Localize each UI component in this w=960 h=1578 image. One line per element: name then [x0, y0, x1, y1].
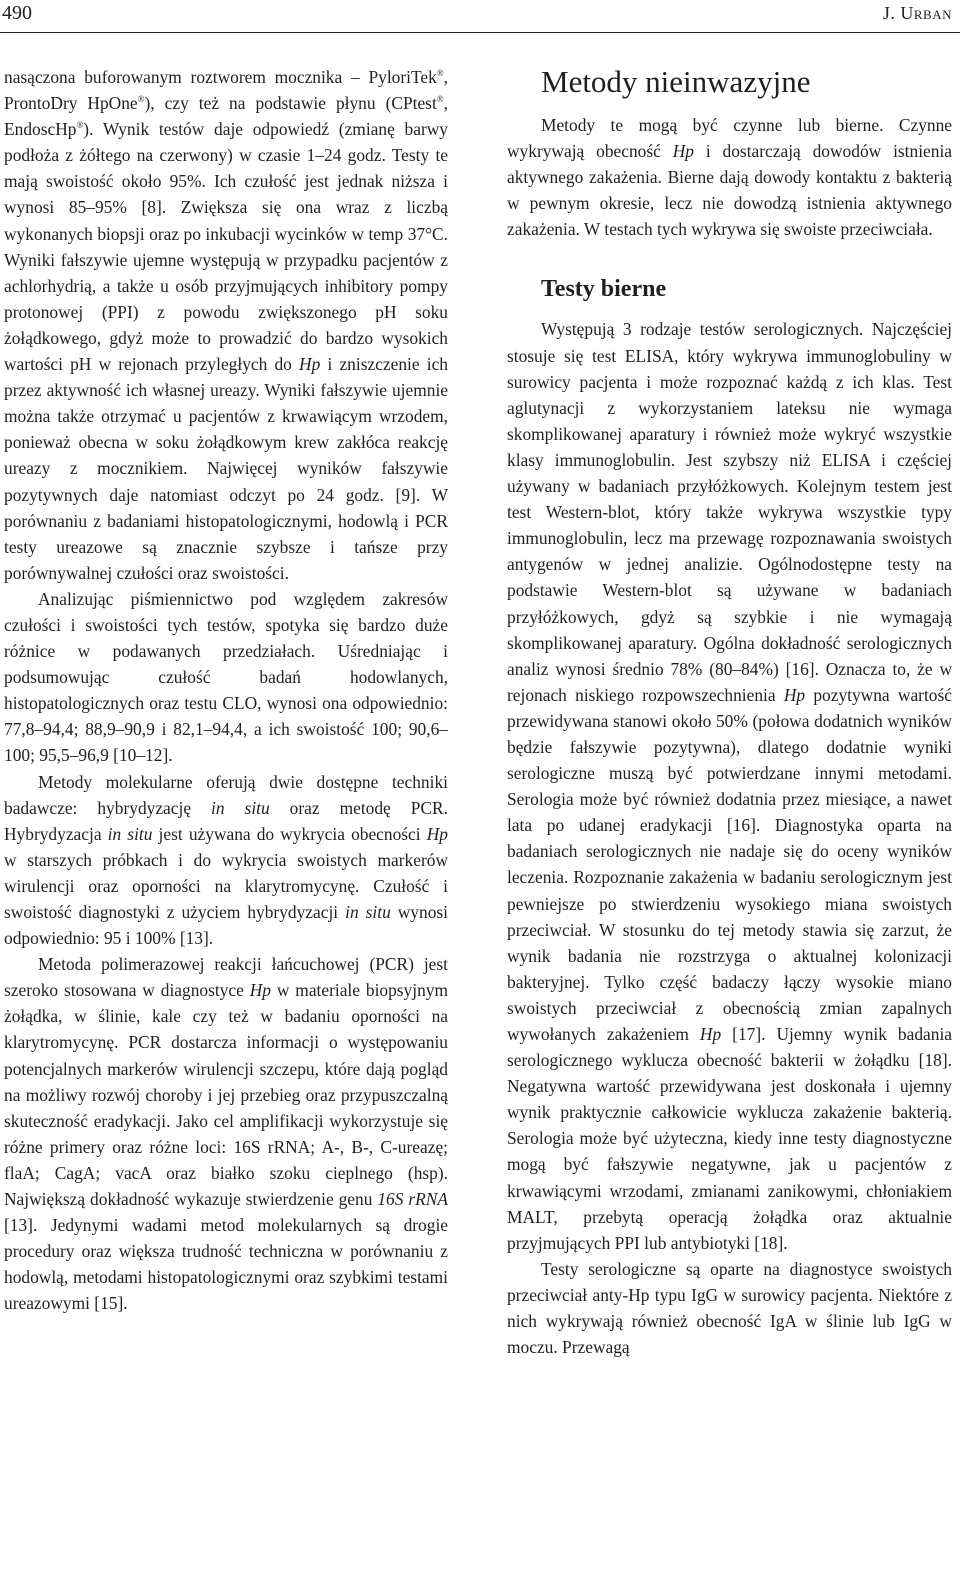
header-rule	[0, 32, 960, 33]
paragraph: Metody te mogą być czynne lub bierne. Czynne wykrywają obecność Hp i dostarczają dowodów istnienia aktywnego zakażenia. Bierne dają dowody kontaktu z bakterią w pewnym okresie, lecz nie dowodzą istnienia aktywnego zakażenia. W testach tych wykrywa się swoiste przeciwciała.	[507, 115, 952, 240]
page-number: 490	[2, 2, 32, 24]
paragraph: Testy serologiczne są oparte na diagnostyce swoistych przeciwciał anty-Hp typu IgG w surowicy pacjenta. Niektóre z nich wykrywają również obecność IgA w ślinie lub IgG w moczu. Przewagą	[507, 1258, 952, 1358]
paragraph: Metoda polimerazowej reakcji łańcuchowej (PCR) jest szeroko stosowana w diagnostyce Hp w materiale biopsyjnym żołądka, w ślinie, kale czy też w badaniu oporności na klarytromycynę. PCR dostarcza informacji o występowaniu potencjalnych markerów wirulencji szczepu, które dają pogląd na możliwy rozwój choroby i jej przebieg oraz przypuszczalną skuteczność eradykacji. Jako cel amplifikacji wykorzystuje się różne primery oraz różne loci: 16S rRNA; A-, B-, C-ureazę; flaA; CagA; vacA oraz białko szoku cieplnego (hsp). Największą dokładność wykazuje stwierdzenie genu 16S rRNA [13]. Jedynymi wadami metod molekularnych są drogie procedury oraz większa trudność techniczna w porównaniu z hodowlą, metodami histopatologicznymi oraz szybkimi testami ureazowymi [15].	[4, 954, 449, 1314]
paragraph: Metody molekularne oferują dwie dostępne techniki badawcze: hybrydyzację in situ oraz metodę PCR. Hybrydyzacja in situ jest używana do wykrycia obecności Hp w starszych próbkach i do wykrycia swoistych markerów wirulencji oraz oporności na klarytromycynę. Czułość i swoistość diagnostyki z użyciem hybrydyzacji in situ wynosi odpowiednio: 95 i 100% [13].	[4, 771, 448, 949]
section-heading: Metody nieinwazyjne	[541, 64, 811, 99]
paragraph: Analizując piśmiennictwo pod względem zakresów czułości i swoistości tych testów, spotyka się bardzo duże różnice w podawanych przedziałach. Uśredniając i podsumowując czułość badań hodowlanych, histopatologicznych oraz testu CLO, wynosi ona odpowiednio: 77,8–94,4; 88,9–90,9 i 82,1–94,4, a ich swoistość 100; 90,6–100; 95,5–96,9 [10–12].	[4, 588, 448, 766]
right-column	[507, 62, 952, 1360]
paragraph: nasączona buforowanym roztworem mocznika – PyloriTek®, ProntoDry HpOne®), czy też na podstawie płynu (CPtest®, EndoscHp®). Wynik testów daje odpowiedź (zmianę barwy podłoża z żółtego na czerwony) w czasie 1–24 godz. Testy te mają swoistość około 95%. Ich czułość jest jednak niższa i wynosi 85–95% [8]. Zwiększa się ona wraz z liczbą wykonanych biopsji oraz po inkubacji wycinków w temp 37°C. Wyniki fałszywie ujemne występują w przypadku pacjentów z achlorhydrią, a także u osób przyjmujących inhibitory pompy protonowej (PPI) z powodu zwiększonego pH soku żołądkowego, gdyż może to prowadzić do bardzo wysokich wartości pH w rejonach przyległych do Hp i zniszczenie ich przez aktywność ich własnej ureazy. Wyniki fałszywie ujemnie można także otrzymać u pacjentów z krwawiącym wrzodem, ponieważ obecna w soku żołądkowym krew zakłóca reakcję ureazy z mocznikiem. Najwięcej wyników fałszywie pozytywnych daje natomiast odczyt po 24 godz. [9]. W porównaniu z badaniami histopatologicznymi, hodowlą i PCR testy ureazowe są znacznie szybsze i tańsze przy porównywalnej czułości oraz swoistości.	[4, 67, 448, 583]
subsection-heading: Testy bierne	[541, 276, 667, 303]
running-head-author: J. Urban	[882, 3, 952, 23]
page-header	[0, 0, 960, 34]
paragraph: Występują 3 rodzaje testów serologicznych. Najczęściej stosuje się test ELISA, który wykrywa immunoglobuliny w surowicy pacjenta i może rozpoznać każdą z ich klas. Test aglutynacji z wykorzystaniem lateksu nie wymaga skomplikowanej aparatury i również może wykryć wszystkie klasy immunoglobulin. Jest szybszy niż ELISA i częściej używany w badaniach przyłóżkowych. Kolejnym testem jest test Western-blot, który także wykrywa wszystkie typy immunoglobulin, lecz ma przewagę rozpoznawania swoistych antygenów w jednej analizie. Ogólnodostępne testy na podstawie Western-blot są używane w badaniach przyłóżkowych, gdyż są szybkie i nie wymagają skomplikowanej aparatury. Ogólna dokładność serologicznych analiz wynosi średnio 78% (80–84%) [16]. Oznacza to, że w rejonach niskiego rozpowszechnienia Hp pozytywna wartość przewidywana stanowi około 50% (połowa dodatnich wyników będzie fałszywie pozytywna), dlatego dodatnie wyniki serologiczne muszą być potwierdzane innymi metodami. Serologia może być również dodatnia przez miesiące, a nawet lata po udanej eradykacji [16]. Diagnostyka oparta na badaniach serologicznych nie nadaje się do oceny wyników leczenia. Rozpoznanie zakażenia w badaniu serologicznym jest pewniejsze po stwierdzeniu wysokiego miana swoistych przeciwciał. W stosunku do tej metody stawia się zarzut, że wynik badania nie rozstrzyga o aktualnej kolonizacji bakteryjnej. Tylko część badaczy łączy wysokie miano swoistych przeciwciał z obecnością zmian zapalnych wywołanych zakażeniem Hp [17]. Ujemny wynik badania serologicznego wyklucza obecność bakterii w żołądku [18]. Negatywna wartość przewidywana jest doskonała i ujemny wynik praktycznie całkowicie wyklucza zakażenie bakterią. Serologia może być użyteczna, kiedy inne testy diagnostyczne mogą być fałszywie negatywne, jak u pacjentów z krwawiącymi wrzodami, zmianami zanikowymi, chłoniakiem MALT, przebytą operacją żołądka oraz aktualnie przyjmujących PPI lub antybiotyki [18].	[507, 319, 953, 1253]
left-column	[4, 64, 448, 1317]
